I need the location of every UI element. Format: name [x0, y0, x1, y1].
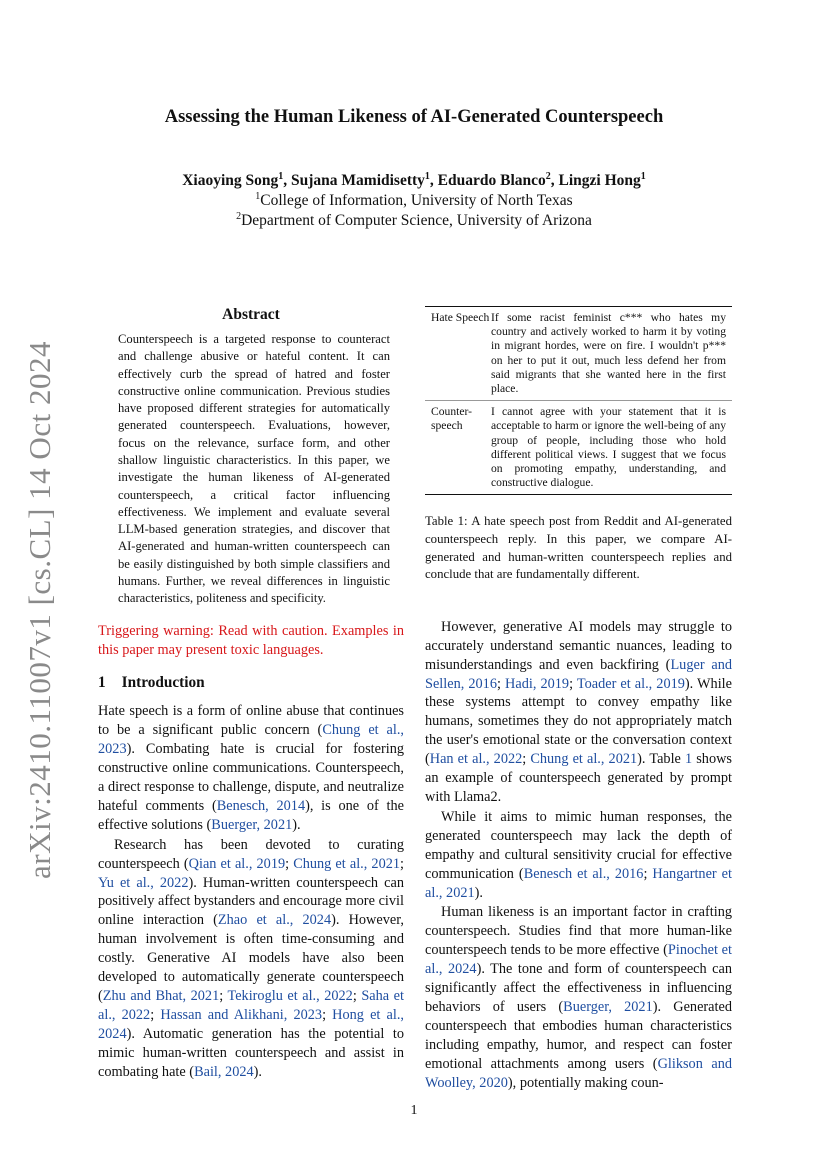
citation-link[interactable]: Hangartner et al., 2021 [425, 865, 732, 901]
citation-link[interactable]: Tekiroglu et al., 2022 [227, 987, 353, 1004]
right-column [425, 306, 732, 1092]
citation-link[interactable]: Buerger, 2021 [563, 998, 653, 1015]
citation-link[interactable]: Zhao et al., 2024 [217, 912, 332, 929]
citation-link[interactable]: Han et al., 2022 [429, 751, 523, 768]
author-list: Xiaoying Song$^1$, Sujana Mamidisetty$^1$, Eduardo Blanco$^2$, Lingzi Hong$^1$ [182, 170, 646, 189]
citation-link[interactable]: Benesch et al., 2016 [523, 865, 644, 882]
citation-link[interactable]: Yu et al., 2022 [98, 874, 189, 891]
citation-link[interactable]: Zhu and Bhat, 2021 [102, 987, 220, 1004]
citation-link[interactable]: Benesch, 2014 [216, 797, 306, 814]
author-name: Xiaoying Song [182, 172, 279, 189]
citation-link[interactable]: Toader et al., 2019 [576, 675, 685, 692]
abstract-text: Counterspeech is a targeted response to counteract and challenge abusive or hateful content. It can effectively curb the spread of hatred and foster constructive online communication. Previous studies have proposed different strategies for automatically generated counterspeech. Evaluations, however, focus on the relevance, surface form, and other shallow linguistic characteristics. In this paper, we investigate the human likeness of AI-generated counterspeech, a critical factor influencing effectiveness. We implement and evaluate several LLM-based generation strategies, and discover that AI-generated and human-written counterspeech can be easily distinguished by both simple classifiers and humans. Further, we reveal differences in linguistic characteristics, politeness and specificity. [118, 331, 390, 606]
table-caption: Table 1: A hate speech post from Reddit and AI-generated counterspeech reply. In this paper, we compare AI-generated and human-written counterspeech replies and conclude that are fundamentally different. [425, 514, 732, 582]
left-column [98, 306, 404, 1082]
table-row-label: Hate Speech [431, 311, 490, 324]
table-row [425, 307, 732, 401]
trigger-warning: Triggering warning: Read with caution. Examples in this paper may present toxic languages. [98, 622, 404, 658]
table-ref-link[interactable]: 1 [684, 751, 693, 768]
citation-link[interactable]: Chung et al., 2023 [98, 722, 404, 758]
citation-link[interactable]: Luger and Sellen, 2016 [425, 656, 732, 692]
arxiv-stamp [20, 341, 60, 879]
citation-link[interactable]: Bail, 2024 [194, 1063, 254, 1080]
table-cell: I cannot agree with your statement that it is acceptable to harm or ignore the well-being of any group of people, including those who hold different political views. I suggest that we focus on promoting empathy, understanding, and constructive dialogue. [491, 401, 732, 495]
citation-link[interactable]: Pinochet et al., 2024 [425, 942, 732, 978]
right-body [425, 618, 732, 1093]
citation-link[interactable]: Hong et al., 2024 [98, 1006, 404, 1042]
affiliation: $^2$Department of Computer Science, University of Arizona [236, 210, 592, 229]
arxiv-id: arXiv:2410.11007v1 [cs.CL] 14 Oct 2024 [22, 341, 57, 879]
page-number: 1 [410, 1103, 418, 1118]
table-row [425, 401, 732, 495]
section-heading-introduction: 1 Introduction [98, 674, 205, 692]
paragraph: Human likeness is an important factor in crafting counterspeech. Studies find that more human-like counterspeech tends to be more effective (Pinochet et al., 2024). The tone and form of counterspeech can significantly affect the effectiveness in influencing behaviors of users (Buerger, 2021). Generated counterspeech that embodies human characteristics including empathy, humor, and respect can foster emotional attachments among users (Glikson and Woolley, 2020), potentially making coun- [425, 904, 733, 1091]
citation-link[interactable]: Chung et al., 2021 [530, 751, 638, 768]
author-name: Sujana Mamidisetty [291, 172, 425, 189]
citation-link[interactable]: Hassan and Alikhani, 2023 [160, 1006, 323, 1023]
table-row-label: Counter-speech [425, 401, 491, 495]
citation-link[interactable]: Chung et al., 2021 [293, 855, 401, 872]
paragraph: Research has been devoted to curating counterspeech (Qian et al., 2019; Chung et al., 2021; Yu et al., 2022). Human-written counterspeech can positively affect bystanders and encourage more civil online interaction (Zhao et al., 2024). However, human involvement is often time-consuming and costly. Generative AI models have also been developed to automatically generate counterspeech (Zhu and Bhat, 2021; Tekiroglu et al., 2022; Saha et al., 2022; Hassan and Alikhani, 2023; Hong et al., 2024). Automatic generation has the potential to mimic human-written counterspeech and assist in combating hate (Bail, 2024). [98, 836, 405, 1080]
affiliation: $^1$College of Information, University of North Texas [255, 190, 573, 209]
author-block [0, 171, 828, 231]
author-name: Lingzi Hong [558, 172, 641, 189]
citation-link[interactable]: Saha et al., 2022 [98, 987, 405, 1023]
table-1 [425, 306, 732, 495]
citation-link[interactable]: Hadi, 2019 [505, 675, 570, 692]
paragraph: However, generative AI models may struggle to accurately understand semantic nuances, leading to misunderstandings and even backfiring (Luger and Sellen, 2016; Hadi, 2019; Toader et al., 2019). While these systems attempt to convey empathy like humans, sometimes they do not appropriately match the user's emotional state or the conversation context (Han et al., 2022; Chung et al., 2021). Table 1 shows an example of counterspeech generated by prompt with Llama2. [425, 618, 732, 805]
abstract-heading: Abstract [222, 306, 280, 323]
citation-link[interactable]: Glikson and Woolley, 2020 [425, 1055, 732, 1091]
citation-link[interactable]: Buerger, 2021 [211, 816, 293, 833]
paper-title: Assessing the Human Likeness of AI-Generated Counterspeech [164, 107, 664, 127]
citation-link[interactable]: Qian et al., 2019 [188, 855, 286, 872]
paragraph: Hate speech is a form of online abuse that continues to be a significant public concern (Chung et al., 2023). Combating hate is crucial for fostering constructive online communications. Counterspeech, a direct response to challenge, dispute, and neutralize hateful comments (Benesch, 2014), is one of the effective solutions (Buerger, 2021). [98, 703, 404, 833]
author-name: Eduardo Blanco [437, 172, 546, 189]
paragraph: While it aims to mimic human responses, the generated counterspeech may lack the depth of empathy and cultural sensitivity crucial for effective communication (Benesch et al., 2016; Hangartner et al., 2021). [425, 808, 732, 901]
table-cell: If some racist feminist c*** who hates my country and actively worked to harm it by voting in migrant hordes, were on fire. I wouldn't p*** on her to put it out, much less defend her from said migrants that she wanted here in the first place. [491, 311, 726, 396]
